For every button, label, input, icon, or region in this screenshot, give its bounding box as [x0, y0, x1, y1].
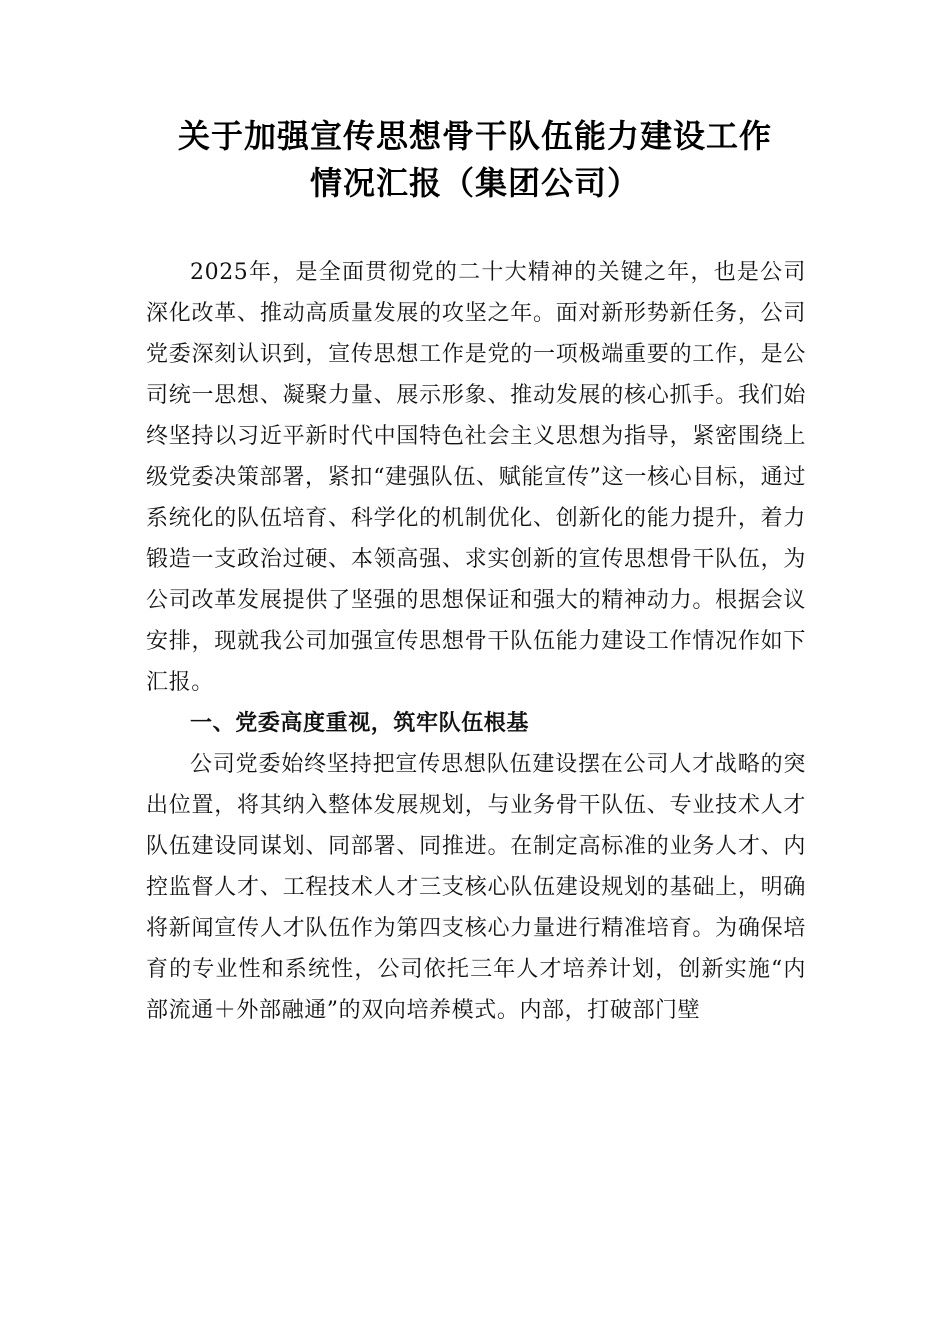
section-1-heading: 一、党委高度重视，筑牢队伍根基	[190, 711, 530, 736]
section-1-paragraph: 公司党委始终坚持把宣传思想队伍建设摆在公司人才战略的突出位置，将其纳入整体发展规划，与业务骨干队伍、专业技术人才队伍建设同谋划、同部署、同推进。在制定高标准的业务人才、内控监督人才、工程技术人才三支核心队伍建设规划的基础上，明确将新闻宣传人才队伍作为第四支核心力量进行精准培育。为确保培育的专业性和系统性，公司依托三年人才培养计划，创新实施“内部流通＋外部融通”的双向培养模式。内部，打破部门壁	[146, 752, 806, 1023]
document-body	[146, 252, 806, 1031]
intro-paragraph: 2025年，是全面贯彻党的二十大精神的关键之年，也是公司深化改革、推动高质量发展的攻坚之年。面对新形势新任务，公司党委深刻认识到，宣传思想工作是党的一项极端重要的工作，是公司统一思想、凝聚力量、展示形象、推动发展的核心抓手。我们始终坚持以习近平新时代中国特色社会主义思想为指导，紧密围绕上级党委决策部署，紧扣“建强队伍、赋能宣传”这一核心目标，通过系统化的队伍培育、科学化的机制优化、创新化的能力提升，着力锻造一支政治过硬、本领高强、求实创新的宣传思想骨干队伍，为公司改革发展提供了坚强的思想保证和强大的精神动力。根据会议安排，现就我公司加强宣传思想骨干队伍能力建设工作情况作如下汇报。	[146, 260, 806, 695]
document-title-line-2: 情况汇报（集团公司）	[309, 164, 640, 202]
document-title-line-1: 关于加强宣传思想骨干队伍能力建设工作	[177, 117, 772, 155]
